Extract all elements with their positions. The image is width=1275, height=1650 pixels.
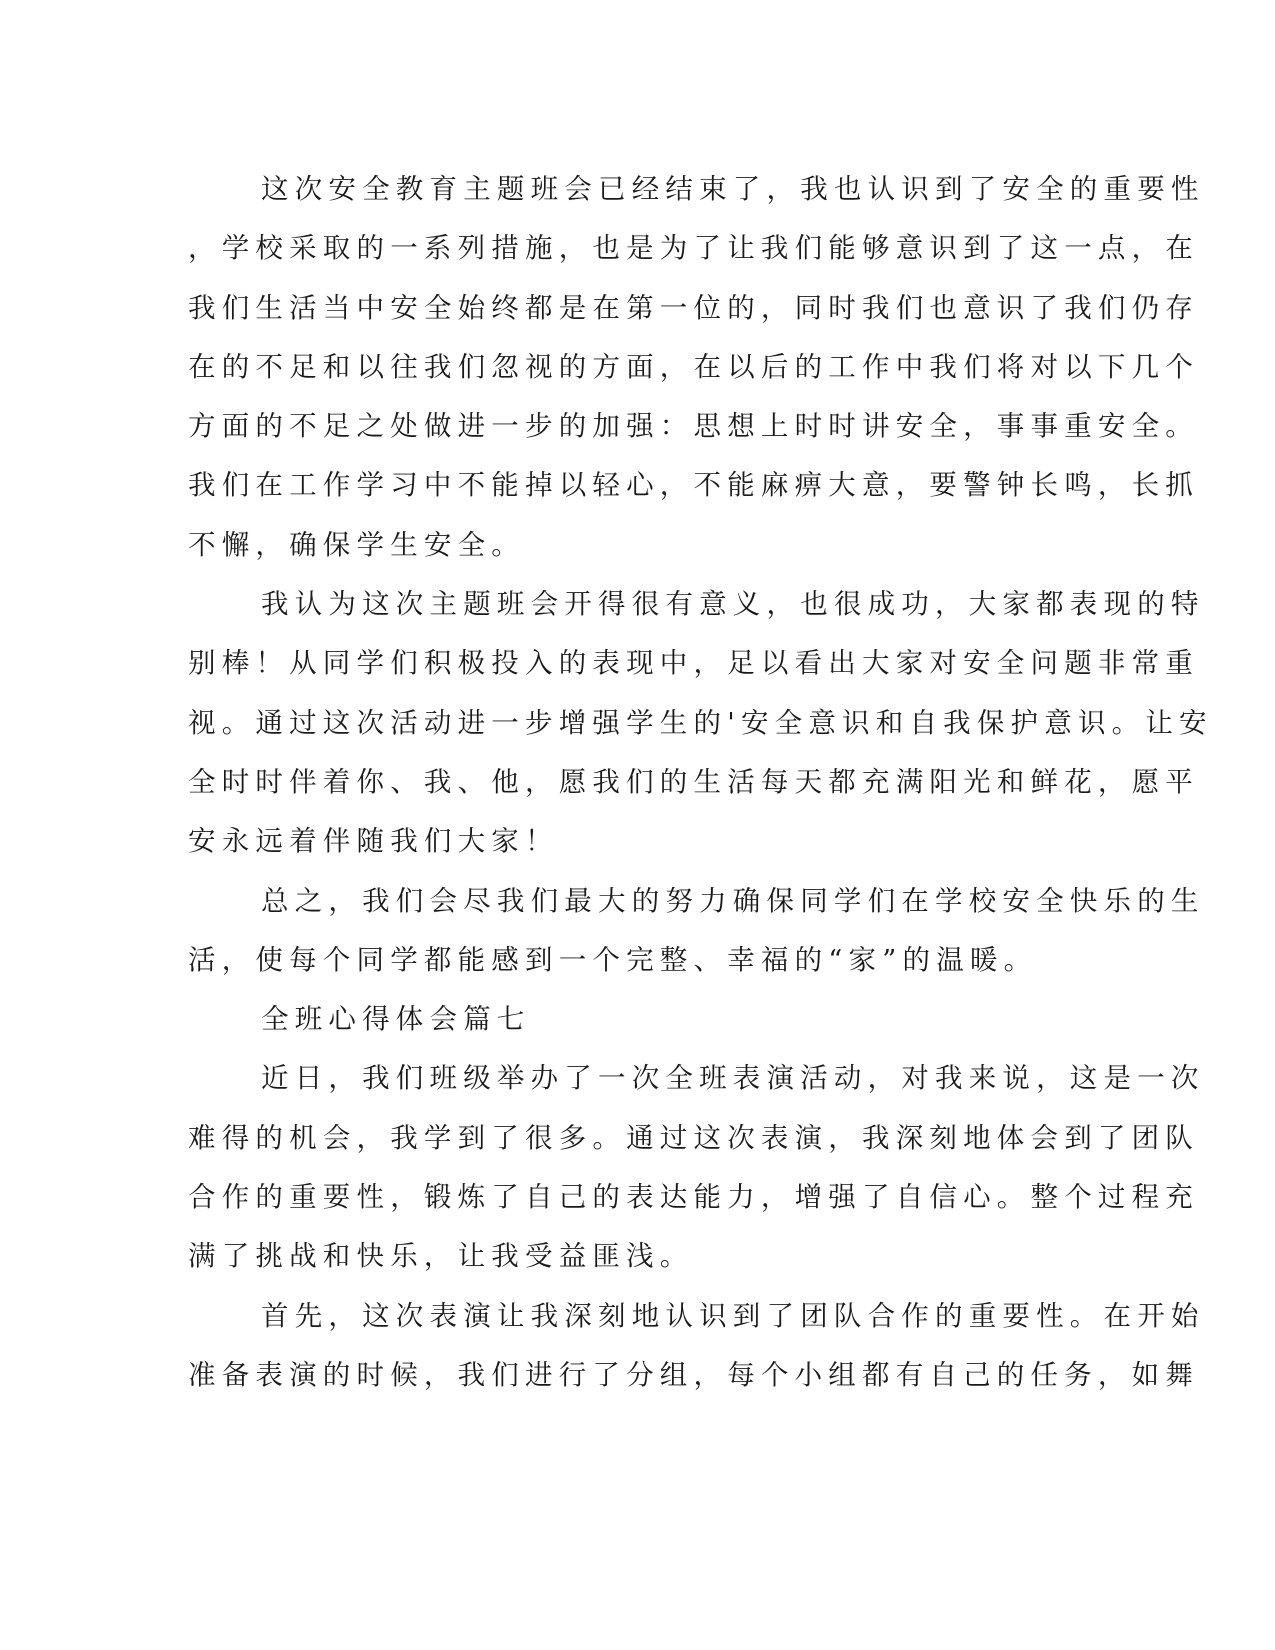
paragraph-performance-intro [188, 1049, 1205, 1286]
text-line: 在的不足和以往我们忽视的方面，在以后的工作中我们将对以下几个 [188, 350, 1199, 383]
paragraph-conclusion [188, 872, 1205, 991]
paragraph-teamwork [188, 1287, 1205, 1406]
paragraph-meeting-meaning [188, 575, 1213, 871]
text-line: 安永远着伴随我们大家！ [188, 825, 559, 858]
heading-text: 全班心得体会篇七 [261, 1003, 531, 1036]
text-line: 近日，我们班级举办了一次全班表演活动，对我来说，这是一次 [261, 1062, 1205, 1095]
text-line: 我们生活当中安全始终都是在第一位的，同时我们也意识了我们仍存 [188, 291, 1199, 324]
text-line: 首先，这次表演让我深刻地认识到了团队合作的重要性。在开始 [261, 1299, 1205, 1332]
text-line: ，学校采取的一系列措施，也是为了让我们能够意识到了这一点，在 [188, 232, 1199, 265]
text-line: 合作的重要性，锻炼了自己的表达能力，增强了自信心。整个过程充 [188, 1181, 1199, 1214]
text-line: 我们在工作学习中不能掉以轻心，不能麻痹大意，要警钟长鸣，长抓 [188, 469, 1199, 502]
text-line: 准备表演的时候，我们进行了分组，每个小组都有自己的任务，如舞 [188, 1358, 1199, 1391]
text-line: 总之，我们会尽我们最大的努力确保同学们在学校安全快乐的生 [261, 884, 1205, 917]
text-line: 全时时伴着你、我、他，愿我们的生活每天都充满阳光和鲜花，愿平 [188, 765, 1199, 798]
text-line: 满了挑战和快乐，让我受益匪浅。 [188, 1240, 694, 1273]
text-line: 活，使每个同学都能感到一个完整、幸福的“家”的温暖。 [188, 943, 1038, 976]
text-line: 难得的机会，我学到了很多。通过这次表演，我深刻地体会到了团队 [188, 1121, 1199, 1154]
text-line: 视。通过这次活动进一步增强学生的'安全意识和自我保护意识。让安 [188, 706, 1213, 739]
text-line: 我认为这次主题班会开得很有意义，也很成功，大家都表现的特 [261, 588, 1205, 621]
section-heading [188, 990, 1076, 1049]
text-line: 这次安全教育主题班会已经结束了，我也认识到了安全的重要性 [261, 173, 1205, 205]
paragraph-safety-meeting-summary [188, 160, 1205, 575]
text-line: 方面的不足之处做进一步的加强：思想上时时讲安全，事事重安全。 [188, 410, 1199, 443]
text-line: 别棒！从同学们积极投入的表现中，足以看出大家对安全问题非常重 [188, 647, 1199, 680]
document-body [188, 160, 1213, 1405]
text-line: 不懈，确保学生安全。 [188, 528, 525, 561]
